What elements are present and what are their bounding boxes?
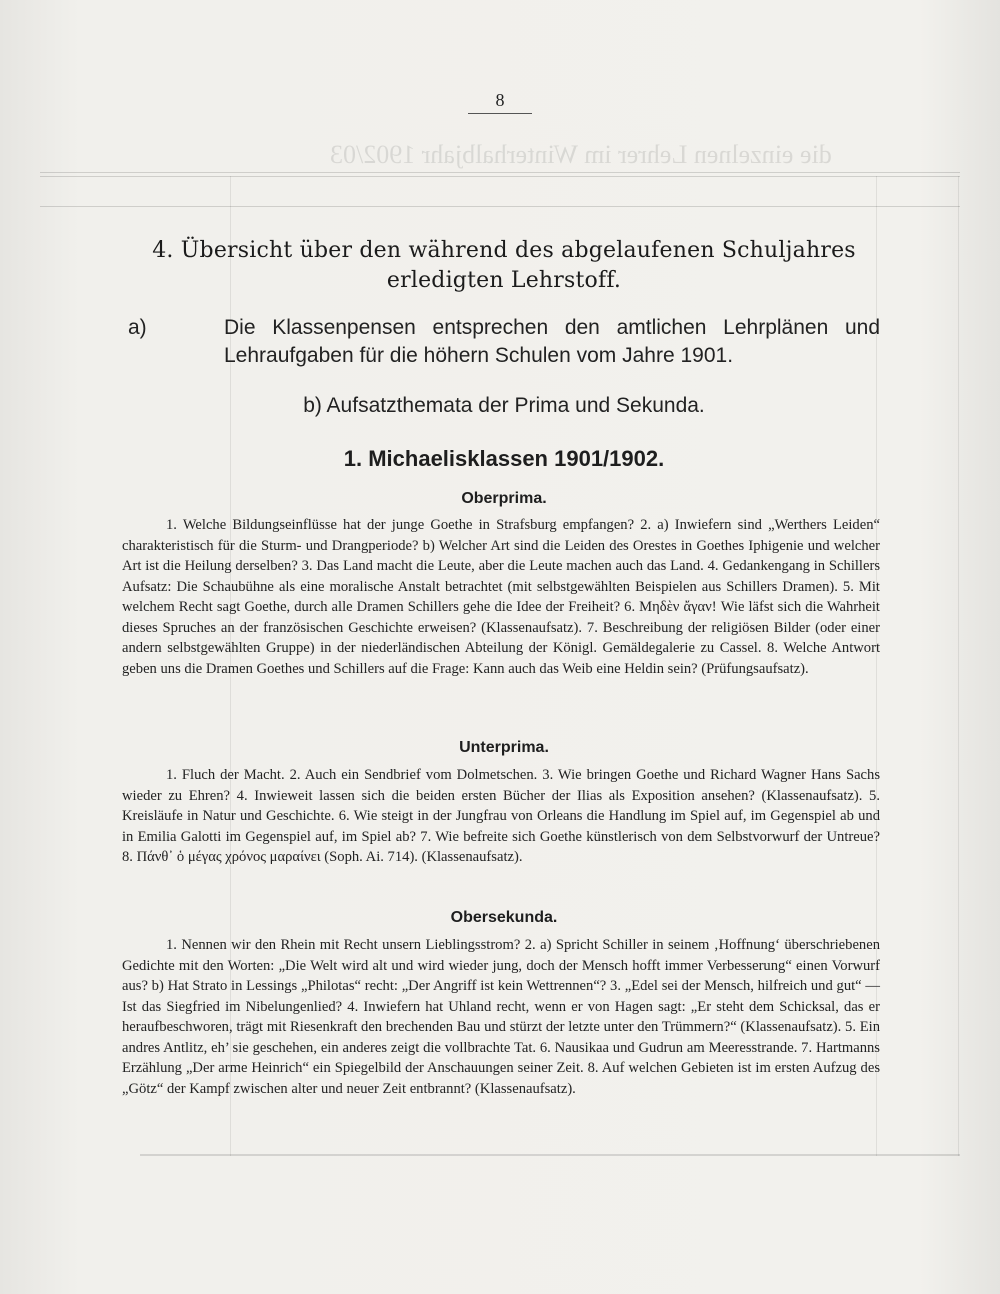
subsection-a-text: Die Klassenpensen entsprechen den amtlichen Lehrplänen und Lehraufgaben für die höhern Schulen vom Jahre 1901.: [224, 316, 880, 367]
bleed-through-rule: [40, 206, 960, 207]
class-heading-unterprima: Unterprima.: [459, 739, 549, 756]
bleed-through-header: die einzelnen Lehrer im Winterhalbjahr 1902/03: [330, 140, 832, 169]
subsection-b-heading: b) Aufsatzthemata der Prima und Sekunda.: [303, 394, 705, 417]
topics-unterprima: 1. Fluch der Macht. 2. Auch ein Sendbrief vom Dolmetschen. 3. Wie bringen Goethe und Richard Wagner Hans Sachs wieder zu Ehren? 4. Inwieweit lassen sich die beiden ersten Bücher der Ilias als Exposition ansehen? (Klassenaufsatz). 5. Kreisläufe in Natur und Geschichte. 6. Wie steigt in der Jungfrau von Orleans die Handlung im Spiel auf, im Gegenspiel ab und in Emilia Galotti im Gegenspiel auf, im Spiel ab? 7. Wie befreite sich Goethe künstlerisch von dem Selbstvorwurf der Untreue? 8. Πάνθ᾽ ὁ μέγας χρόνος μαραίνει (Soph. Ai. 714). (Klassenaufsatz).: [122, 767, 880, 865]
subsection-a-label: a): [128, 316, 147, 339]
bleed-through-divider: [958, 176, 959, 1156]
bleed-through-bottom-rule: [140, 1154, 960, 1156]
topics-obersekunda: 1. Nennen wir den Rhein mit Recht unsern Lieblingsstrom? 2. a) Spricht Schiller in seinem ‚Hoffnung‘ überschriebenen Gedichte mit den Worten: „Die Welt wird alt und wird wieder jung, doch der Mensch hofft immer Verbesserung“ einen Vorwurf aus? b) Hat Strato in Lessings „Philotas“ recht: „Der Angriff ist kein Wettrennen“? 3. „Edel sei der Mensch, hilfreich und gut“ — Ist das Siegfried im Nibelungenlied? 4. Inwiefern hat Uhland recht, wenn er von Hagen sagt: „Er steht dem Schicksal, das er heraufbeschworen, trägt mit Riesenkraft den brechenden Bau und stürzt der letzte unter den Trümmern?“ (Klassenaufsatz). 5. Ein andres Antlitz, eh’ sie geschehen, ein anderes zeigt die vollbrachte Tat. 6. Nausikaa und Gudrun am Meeresstrande. 7. Hartmanns Erzählung „Der arme Heinrich“ ein Spiegelbild der Anschauungen seiner Zeit. 8. Auf welchen Gebieten ist im ersten Aufzug des „Götz“ der Kampf zwischen alter und neuer Zeit entbrannt? (Klassenaufsatz).: [122, 937, 880, 1097]
class-heading-oberprima: Oberprima.: [461, 490, 547, 507]
subsection-a: [128, 314, 880, 370]
section-title: 4. Übersicht über den während des abgelaufenen Schuljahres erledigten Lehrstoff.: [152, 238, 856, 293]
bleed-through-rule: [40, 176, 960, 177]
page-number: 8: [495, 90, 505, 110]
class-heading-obersekunda: Obersekunda.: [450, 909, 558, 926]
topics-oberprima: 1. Welche Bildungseinflüsse hat der junge Goethe in Strafsburg empfangen? 2. a) Inwiefern sind „Werthers Leiden“ charakteristisch für die Sturm- und Drangperiode? b) Welcher Art sind die Leiden des Orestes in Goethes Iphigenie und welcher Art ist die Heilung derselben? 3. Das Land macht die Leute, aber die Leute machen auch das Land. 4. Gedankengang in Schillers Aufsatz: Die Schaubühne als eine moralische Anstalt betrachtet (mit selbstgewählten Beispielen aus Schillers Dramen). 5. Mit welchem Recht sagt Goethe, durch alle Dramen Schillers gehe die Idee der Freiheit? 6. Μηδὲν ἄγαν! Wie läfst sich die Wahrheit dieses Spruches an der französischen Geschichte erweisen? (Klassenaufsatz). 7. Beschreibung der religiösen Bilder (oder einer andern selbstgewählten Gruppe) in der niederländischen Abteilung der Königl. Gemäldegalerie zu Cassel. 8. Welche Antwort geben uns die Dramen Goethes und Schillers auf die Frage: Kann auch das Weib eine Heldin sein? (Prüfungsaufsatz).: [122, 517, 880, 677]
bleed-through-rule: [40, 172, 960, 173]
page-number-rule: [468, 113, 532, 114]
group-heading: 1. Michaelisklassen 1901/1902.: [343, 446, 665, 471]
